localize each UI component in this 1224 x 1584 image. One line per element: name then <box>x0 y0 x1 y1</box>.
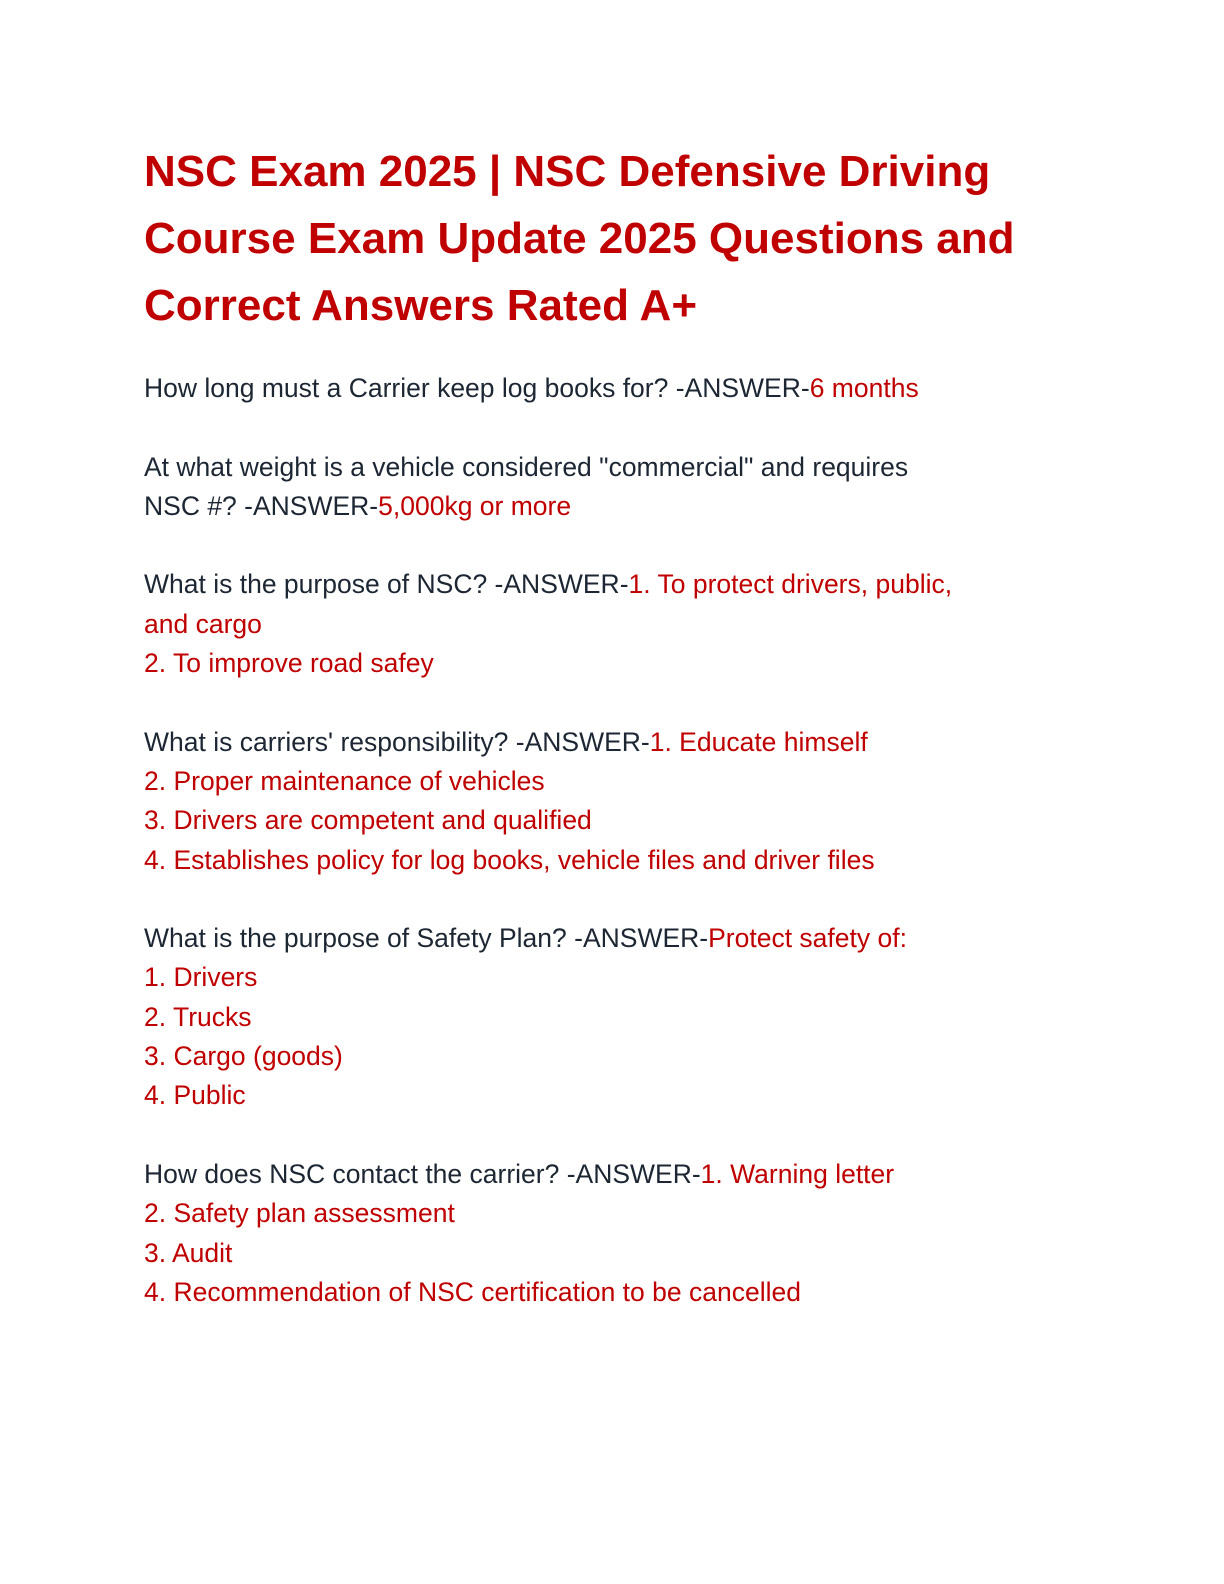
answer-text: 1. Warning letter <box>700 1158 895 1189</box>
answer-line: 4. Public <box>144 1080 246 1111</box>
question-text: How does NSC contact the carrier? -ANSWER- <box>144 1158 701 1189</box>
answer-line: 3. Drivers are competent and qualified <box>144 805 592 836</box>
answer-line: 3. Cargo (goods) <box>144 1041 343 1072</box>
question-text: What is the purpose of NSC? -ANSWER- <box>144 569 629 600</box>
qa-item <box>144 369 1104 408</box>
question-text: NSC #? -ANSWER- <box>144 490 379 521</box>
answer-line: 3. Audit <box>144 1237 233 1268</box>
answer-line: 1. Drivers <box>144 962 258 993</box>
qa-item <box>144 565 1104 683</box>
answer-text: 5,000kg or more <box>378 490 572 521</box>
qa-item <box>144 448 1104 527</box>
question-text: What is the purpose of Safety Plan? -ANSWER- <box>144 923 709 954</box>
qa-item <box>144 919 1104 1115</box>
answer-line: 2. Trucks <box>144 1001 252 1032</box>
answer-line: 2. Safety plan assessment <box>144 1198 455 1229</box>
answer-line: and cargo <box>144 608 262 639</box>
question-text: At what weight is a vehicle considered "commercial" and requires <box>144 451 909 482</box>
qa-item <box>144 723 1104 880</box>
answer-text: 1. Educate himself <box>649 726 868 757</box>
qa-item <box>144 1155 1104 1312</box>
question-text: What is carriers' responsibility? -ANSWER- <box>144 726 650 757</box>
qa-list <box>144 369 1104 1351</box>
document-title: NSC Exam 2025 | NSC Defensive Driving Course Exam Update 2025 Questions and Correct Answers Rated A+ <box>144 147 1015 330</box>
answer-text: Protect safety of: <box>708 923 907 954</box>
answer-text: 6 months <box>809 373 919 403</box>
answer-line: 2. Proper maintenance of vehicles <box>144 765 545 796</box>
answer-line: 4. Establishes policy for log books, vehicle files and driver files <box>144 844 875 875</box>
answer-line: 4. Recommendation of NSC certification to be cancelled <box>144 1276 801 1307</box>
answer-line: 2. To improve road safey <box>144 648 434 679</box>
answer-text: 1. To protect drivers, public, <box>628 569 953 600</box>
question-text: How long must a Carrier keep log books for? -ANSWER- <box>144 373 810 403</box>
